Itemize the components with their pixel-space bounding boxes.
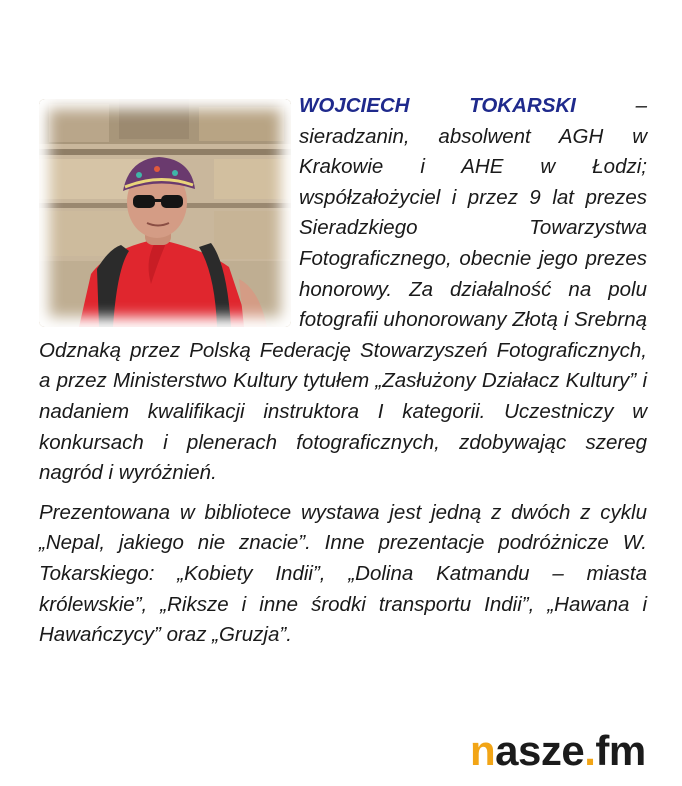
logo-text-end: fm (595, 727, 646, 774)
author-name: WOJCIECH TOKARSKI (299, 94, 576, 117)
author-photo (39, 99, 291, 327)
logo-text-mid: asze (495, 727, 585, 774)
paragraph-bio (39, 91, 647, 489)
logo-dot: . (584, 727, 596, 774)
nasze-fm-logo (470, 726, 646, 776)
paragraph-bio-text: – sieradzanin, absolwent AGH w Krakowie i AHE w Łodzi; współzałożyciel i przez 9 lat prezes Sieradzkiego Towarzystwa Fotograficznego, obecnie jego prezes honorowy. Za działalność na polu fotografii uhonorowany Złotą i Srebrną Odznaką przez Polską Federację Stowarzyszeń Fotograficznych, a przez Ministerstwo Kultury tytułem „Zasłużony Działacz Kultury” i nadaniem kwalifikacji instruktora I kategorii. Uczestniczy w konkursach i plenerach fotograficznych, zdobywając szereg nagród i wyróżnień. (39, 94, 647, 485)
logo-accent-letter: n (470, 727, 496, 774)
paragraph-exhibition: Prezentowana w bibliotece wystawa jest jedną z dwóch z cyklu „Nepal, jakiego nie znacie”. Inne prezentacje podróżnicze W. Tokarskiego: „Kobiety Indii”, „Dolina Katmandu – miasta królewskie”, „Riksze i inne środki transportu Indii”, „Hawana i Hawańczycy” oraz „Gruzja”. (39, 500, 647, 647)
article-text (39, 91, 647, 651)
